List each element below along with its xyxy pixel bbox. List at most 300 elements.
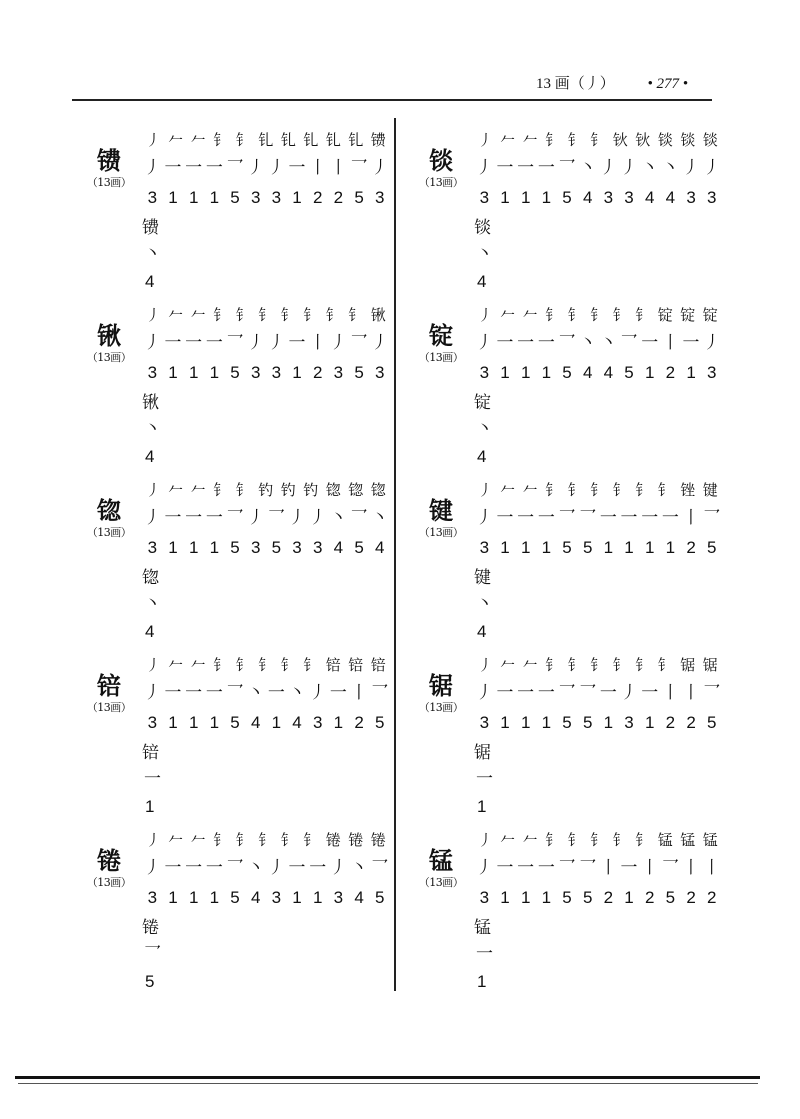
stroke-number: 3	[686, 188, 696, 207]
stroke: 丿	[143, 158, 161, 178]
continuation-number: 4	[477, 272, 487, 291]
strokes-row	[474, 506, 722, 530]
stroke: 一	[185, 683, 203, 703]
stroke-number: 1	[292, 188, 302, 207]
stroke-form: 钅	[325, 306, 341, 324]
continuation-stroke: 丶	[144, 594, 161, 614]
stroke-form: 钅	[213, 831, 229, 849]
stroke-number: 2	[686, 888, 696, 907]
stroke-number: 1	[520, 363, 531, 382]
nums-row	[142, 711, 390, 735]
stroke-number: 5	[230, 363, 240, 382]
character-entry	[416, 828, 721, 1003]
continuation-character: 锬	[474, 218, 491, 238]
stroke-number: 3	[147, 538, 158, 557]
stroke-number: 1	[209, 363, 220, 382]
stroke-number: 3	[333, 363, 344, 382]
stroke-number: 1	[624, 888, 634, 907]
stroke-number: 4	[665, 188, 676, 207]
stroke-form: 钆	[325, 131, 341, 149]
stroke: 乛	[226, 508, 244, 528]
stroke: 一	[537, 158, 555, 178]
stroke-number: 4	[250, 888, 261, 907]
stroke-number: 4	[333, 538, 344, 557]
strokes-row	[474, 856, 722, 880]
stroke: 丨	[661, 333, 679, 353]
stroke-form: 丿	[145, 131, 161, 149]
stroke-form: 钅	[635, 831, 651, 849]
stroke-number: 1	[209, 188, 220, 207]
stroke-form: 钅	[280, 306, 296, 324]
nums-row	[474, 186, 722, 210]
stroke-form: 钅	[545, 306, 561, 324]
entry-heading	[416, 496, 466, 540]
continuation-number: 1	[145, 797, 155, 816]
forms-row	[142, 653, 390, 677]
stroke: 一	[309, 858, 327, 878]
stroke-form: 锰	[657, 831, 673, 849]
stroke-form: 锬	[702, 131, 718, 149]
stroke-number: 1	[209, 888, 220, 907]
stroke: 乛	[226, 683, 244, 703]
header-rule	[72, 99, 712, 101]
stroke: 丿	[599, 158, 617, 178]
character-entry	[84, 303, 389, 478]
forms-row	[474, 128, 722, 152]
stroke-number: 2	[706, 888, 717, 907]
stroke-form: 钅	[567, 306, 583, 324]
character-entry	[416, 478, 721, 653]
stroke-form: 钅	[303, 656, 319, 674]
stroke: 一	[517, 858, 535, 878]
forms-row	[474, 653, 722, 677]
stroke: 乛	[371, 683, 389, 703]
stroke-number: 3	[312, 538, 323, 557]
stroke: 丶	[641, 158, 659, 178]
stroke-form: 锰	[680, 831, 696, 849]
stroke-form: 钅	[213, 656, 229, 674]
stroke: 乛	[558, 333, 576, 353]
stroke-form: 锫	[348, 656, 364, 674]
entry-character: 锩	[97, 846, 121, 875]
stroke-number: 4	[354, 888, 364, 907]
stroke-form: 钅	[235, 831, 251, 849]
forms-row	[474, 478, 722, 502]
stroke: 丿	[267, 858, 285, 878]
stroke-number: 1	[292, 888, 302, 907]
stroke-form: 锯	[702, 656, 718, 674]
stroke-number: 1	[541, 363, 552, 382]
stroke-number: 1	[188, 713, 199, 732]
stroke-number: 1	[500, 188, 510, 207]
stroke-form: 钅	[567, 131, 583, 149]
stroke-form: 钅	[235, 131, 251, 149]
page-header	[536, 72, 688, 93]
stroke: 乛	[620, 333, 638, 353]
stroke: 丿	[475, 333, 493, 353]
stroke-count-label: （13画）	[86, 876, 132, 889]
stroke: 乛	[558, 158, 576, 178]
stroke-form: 钅	[567, 656, 583, 674]
stroke-form: 𠂉	[190, 831, 206, 849]
stroke-number: 1	[188, 538, 199, 557]
continuation-stroke: 丶	[144, 419, 161, 439]
entry-heading	[84, 321, 134, 365]
stroke-number: 3	[147, 188, 158, 207]
nums-row	[474, 361, 722, 385]
stroke-number: 1	[520, 888, 531, 907]
stroke-form: 𠂉	[190, 306, 206, 324]
nums-row	[474, 711, 722, 735]
stroke-form: 锩	[370, 831, 386, 849]
stroke-form: 锬	[657, 131, 673, 149]
stroke-number: 3	[479, 538, 490, 557]
entry-heading	[416, 321, 466, 365]
entry-heading	[416, 671, 466, 715]
stroke-number: 3	[271, 888, 282, 907]
stroke-form: 钆	[348, 131, 364, 149]
stroke-number: 1	[644, 538, 655, 557]
stroke-form: 钅	[235, 656, 251, 674]
continuation-number: 4	[477, 447, 487, 466]
stroke-number: 5	[374, 713, 385, 732]
stroke: 丨	[599, 858, 617, 878]
stroke-number: 5	[582, 538, 593, 557]
stroke: 一	[537, 858, 555, 878]
stroke-number: 1	[624, 538, 634, 557]
stroke-number: 5	[562, 538, 572, 557]
stroke: 丿	[475, 508, 493, 528]
stroke-number: 1	[209, 713, 220, 732]
stroke: 一	[205, 683, 223, 703]
stroke-form: 𠂉	[190, 656, 206, 674]
stroke: 乛	[579, 858, 597, 878]
page-number: • 277 •	[647, 76, 688, 92]
stroke: 一	[641, 683, 659, 703]
stroke-form: 钬	[635, 131, 651, 149]
stroke: 一	[496, 858, 514, 878]
left-column	[84, 128, 389, 1003]
stroke-form: 锩	[325, 831, 341, 849]
stroke: 丶	[247, 683, 265, 703]
stroke-number: 1	[500, 888, 510, 907]
stroke: 一	[267, 683, 285, 703]
stroke-form: 丿	[145, 831, 161, 849]
stroke-form: 锫	[370, 656, 386, 674]
stroke-number: 3	[706, 188, 717, 207]
stroke-number: 1	[209, 538, 220, 557]
stroke: 一	[329, 683, 347, 703]
stroke: 一	[537, 683, 555, 703]
stroke-form: 锯	[680, 656, 696, 674]
stroke: 乛	[703, 508, 721, 528]
stroke-form: 钅	[612, 831, 628, 849]
stroke: 丿	[682, 158, 700, 178]
stroke-number: 5	[624, 363, 634, 382]
stroke-number: 1	[168, 888, 178, 907]
entry-character: 锫	[97, 671, 121, 700]
stroke-form: 𠂉	[168, 831, 184, 849]
stroke-form: 钓	[280, 481, 296, 499]
stroke-number: 1	[520, 538, 531, 557]
stroke: 乛	[703, 683, 721, 703]
stroke: 乛	[350, 333, 368, 353]
stroke: 丨	[309, 158, 327, 178]
stroke: 乛	[350, 508, 368, 528]
stroke-form: 钅	[545, 656, 561, 674]
stroke: 丨	[329, 158, 347, 178]
entry-character: 锹	[97, 321, 121, 350]
stroke: 乛	[579, 508, 597, 528]
footer-rule	[15, 1076, 760, 1079]
entry-heading	[84, 146, 134, 190]
stroke: 一	[537, 333, 555, 353]
stroke: 一	[288, 333, 306, 353]
stroke-number: 5	[271, 538, 282, 557]
stroke-form: 钬	[612, 131, 628, 149]
stroke: 丿	[475, 858, 493, 878]
stroke-number: 3	[250, 538, 261, 557]
continuation-character: 键	[474, 568, 491, 588]
stroke: 一	[185, 158, 203, 178]
stroke: 一	[164, 508, 182, 528]
stroke-form: 𠂉	[190, 131, 206, 149]
stroke-number: 1	[312, 888, 323, 907]
forms-row	[142, 303, 390, 327]
stroke-form: 锉	[680, 481, 696, 499]
stroke-form: 𠂉	[500, 306, 516, 324]
stroke-count-label: （13画）	[418, 701, 464, 714]
stroke-form: 钅	[280, 656, 296, 674]
stroke-number: 5	[354, 538, 364, 557]
stroke: 乛	[350, 158, 368, 178]
stroke-form: 钅	[303, 831, 319, 849]
stroke: 丿	[143, 858, 161, 878]
stroke-number: 3	[312, 713, 323, 732]
stroke: 一	[496, 158, 514, 178]
stroke-form: 钅	[213, 481, 229, 499]
stroke-number: 1	[665, 538, 676, 557]
stroke: 丨	[641, 858, 659, 878]
stroke: 乛	[579, 683, 597, 703]
stroke-form: 钅	[567, 831, 583, 849]
stroke-form: 锰	[702, 831, 718, 849]
stroke: 丶	[329, 508, 347, 528]
stroke-form: 钅	[545, 131, 561, 149]
stroke-form: 钅	[545, 481, 561, 499]
entry-heading	[416, 846, 466, 890]
entry-heading	[84, 846, 134, 890]
stroke-number: 1	[541, 713, 552, 732]
stroke-form: 钅	[235, 306, 251, 324]
stroke-number: 3	[479, 888, 490, 907]
nums-row	[142, 536, 390, 560]
stroke-number: 3	[250, 188, 261, 207]
stroke-form: 丿	[477, 306, 493, 324]
stroke-number: 3	[147, 363, 158, 382]
stroke-form: 锭	[680, 306, 696, 324]
stroke-number: 4	[644, 188, 655, 207]
stroke-form: 丿	[477, 656, 493, 674]
continuation-character: 锰	[474, 918, 491, 938]
character-entry	[84, 478, 389, 653]
stroke-form: 丿	[145, 656, 161, 674]
stroke: 一	[599, 508, 617, 528]
stroke-form: 钅	[590, 656, 606, 674]
stroke-form: 𠂉	[168, 306, 184, 324]
stroke: 乛	[267, 508, 285, 528]
stroke-form: 钅	[635, 656, 651, 674]
stroke-form: 钆	[303, 131, 319, 149]
nums-row	[474, 886, 722, 910]
entry-heading	[416, 146, 466, 190]
stroke-form: 钅	[590, 831, 606, 849]
stroke-number: 1	[603, 538, 614, 557]
stroke-form: 锪	[325, 481, 341, 499]
nums-row	[142, 186, 390, 210]
stroke: 丿	[309, 683, 327, 703]
right-column	[416, 128, 721, 1003]
stroke-form: 钆	[280, 131, 296, 149]
stroke-number: 5	[230, 713, 240, 732]
stroke: 丿	[703, 158, 721, 178]
stroke-number: 5	[562, 713, 572, 732]
stroke-form: 钅	[635, 306, 651, 324]
stroke-number: 2	[333, 188, 344, 207]
stroke-number: 1	[603, 713, 614, 732]
stroke: 丶	[288, 683, 306, 703]
stroke: 丶	[247, 858, 265, 878]
stroke: 一	[496, 333, 514, 353]
stroke-number: 3	[374, 363, 385, 382]
stroke-form: 锭	[702, 306, 718, 324]
stroke: 乛	[371, 858, 389, 878]
stroke-number: 4	[250, 713, 261, 732]
stroke-number: 5	[562, 363, 572, 382]
stroke-number: 1	[188, 363, 199, 382]
stroke: 丿	[143, 333, 161, 353]
stroke-number: 2	[312, 363, 323, 382]
stroke-number: 3	[147, 713, 158, 732]
character-entry	[84, 128, 389, 303]
stroke: 一	[205, 158, 223, 178]
stroke: 一	[537, 508, 555, 528]
stroke: 丨	[682, 508, 700, 528]
strokes-row	[142, 856, 390, 880]
stroke-form: 钆	[258, 131, 274, 149]
continuation-number: 4	[145, 622, 155, 641]
stroke-form: 钅	[545, 831, 561, 849]
stroke: 一	[205, 858, 223, 878]
stroke-form: 钅	[303, 306, 319, 324]
stroke: 丿	[247, 508, 265, 528]
stroke: 乛	[226, 333, 244, 353]
stroke-form: 𠂉	[522, 831, 538, 849]
continuation-stroke: 乛	[144, 944, 161, 964]
continuation-stroke: 丶	[144, 244, 161, 264]
character-entry	[416, 303, 721, 478]
stroke-form: 钅	[258, 831, 274, 849]
stroke-number: 1	[168, 538, 178, 557]
stroke: 一	[185, 333, 203, 353]
stroke-number: 2	[665, 713, 676, 732]
stroke-form: 𠂉	[168, 481, 184, 499]
stroke: 丨	[682, 858, 700, 878]
stroke-form: 锭	[657, 306, 673, 324]
strokes-row	[142, 506, 390, 530]
stroke-form: 锹	[370, 306, 386, 324]
stroke: 丶	[371, 508, 389, 528]
stroke-number: 4	[374, 538, 385, 557]
stroke: 丿	[620, 158, 638, 178]
continuation-character: 锫	[142, 743, 159, 763]
stroke: 丨	[661, 683, 679, 703]
continuation-number: 4	[477, 622, 487, 641]
stroke-number: 5	[562, 188, 572, 207]
forms-row	[474, 828, 722, 852]
stroke-number: 3	[250, 363, 261, 382]
stroke: 丶	[661, 158, 679, 178]
stroke-form: 镄	[370, 131, 386, 149]
stroke-form: 𠂉	[522, 481, 538, 499]
stroke-number: 3	[147, 888, 158, 907]
stroke: 乛	[226, 858, 244, 878]
stroke-form: 𠂉	[500, 481, 516, 499]
stroke-number: 1	[500, 713, 510, 732]
stroke-number: 1	[168, 188, 178, 207]
stroke: 丿	[329, 858, 347, 878]
entry-character: 锪	[97, 496, 121, 525]
stroke-form: 键	[702, 481, 718, 499]
stroke: 丿	[475, 683, 493, 703]
stroke: 一	[288, 158, 306, 178]
stroke-form: 𠂉	[168, 131, 184, 149]
stroke-count-label: （13画）	[86, 176, 132, 189]
stroke: 丿	[288, 508, 306, 528]
stroke-form: 钅	[657, 481, 673, 499]
stroke-form: 钅	[657, 656, 673, 674]
continuation-stroke: 丶	[476, 594, 493, 614]
stroke: 乛	[226, 158, 244, 178]
stroke: 丶	[579, 158, 597, 178]
stroke-number: 5	[582, 713, 593, 732]
nums-row	[474, 536, 722, 560]
stroke-number: 5	[230, 188, 240, 207]
stroke-number: 5	[562, 888, 572, 907]
stroke-number: 2	[354, 713, 364, 732]
character-entry	[416, 128, 721, 303]
stroke-form: 锬	[680, 131, 696, 149]
stroke-number: 3	[479, 188, 490, 207]
stroke: 丶	[350, 858, 368, 878]
stroke: 丨	[309, 333, 327, 353]
stroke-number: 3	[624, 713, 634, 732]
stroke: 丶	[579, 333, 597, 353]
stroke-count-label: （13画）	[86, 701, 132, 714]
stroke-number: 5	[665, 888, 676, 907]
stroke-number: 1	[500, 363, 510, 382]
continuation-character: 锪	[142, 568, 159, 588]
stroke-form: 𠂉	[522, 656, 538, 674]
stroke-form: 钅	[213, 131, 229, 149]
stroke-form: 𠂉	[500, 131, 516, 149]
stroke: 一	[517, 158, 535, 178]
stroke: 乛	[661, 858, 679, 878]
forms-row	[474, 303, 722, 327]
continuation-number: 1	[477, 972, 487, 991]
nums-row	[142, 886, 390, 910]
stroke-number: 5	[582, 888, 593, 907]
